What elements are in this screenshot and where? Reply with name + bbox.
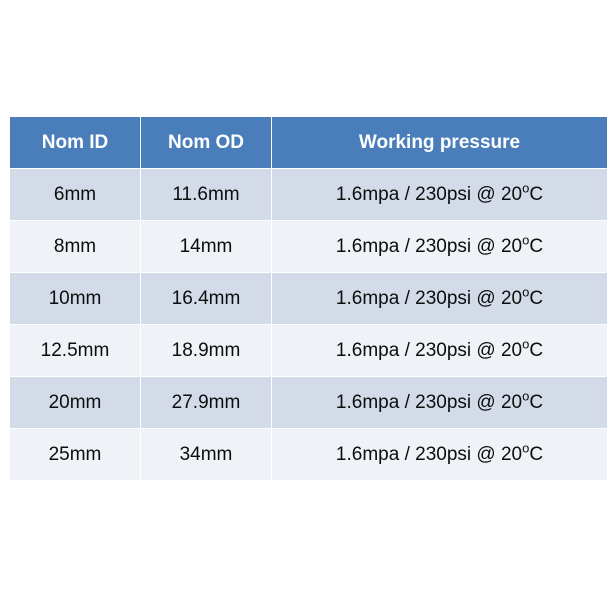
temperature-unit: C (529, 443, 544, 465)
column-header-working-pressure: Working pressure (272, 117, 608, 169)
cell-nom-od: 27.9mm (141, 377, 272, 429)
cell-working-pressure (272, 377, 608, 429)
column-header-nom-od: Nom OD (141, 117, 272, 169)
temperature-unit: C (529, 235, 544, 257)
pressure-value: 1.6mpa / 230psi @ 20 (335, 339, 523, 361)
pressure-value: 1.6mpa / 230psi @ 20 (335, 443, 523, 465)
cell-nom-od: 14mm (141, 221, 272, 273)
cell-nom-id: 10mm (10, 273, 141, 325)
table-header (10, 117, 608, 169)
cell-working-pressure (272, 429, 608, 481)
table-row (10, 169, 608, 221)
cell-nom-id: 8mm (10, 221, 141, 273)
temperature-unit: C (529, 391, 544, 413)
table-row (10, 429, 608, 481)
pressure-value: 1.6mpa / 230psi @ 20 (335, 391, 523, 413)
degree-superscript: o (522, 336, 530, 352)
temperature-unit: C (529, 339, 544, 361)
cell-nom-id: 12.5mm (10, 325, 141, 377)
degree-superscript: o (522, 440, 530, 456)
cell-nom-od: 18.9mm (141, 325, 272, 377)
temperature-unit: C (529, 287, 544, 309)
table-row (10, 325, 608, 377)
degree-superscript: o (522, 388, 530, 404)
cell-working-pressure (272, 221, 608, 273)
cell-nom-id: 25mm (10, 429, 141, 481)
pressure-value: 1.6mpa / 230psi @ 20 (335, 183, 523, 205)
cell-nom-od: 34mm (141, 429, 272, 481)
table-row (10, 221, 608, 273)
cell-nom-od: 16.4mm (141, 273, 272, 325)
specification-table-container (9, 116, 607, 481)
column-header-nom-id: Nom ID (10, 117, 141, 169)
degree-superscript: o (522, 180, 530, 196)
cell-nom-id: 6mm (10, 169, 141, 221)
degree-superscript: o (522, 284, 530, 300)
cell-working-pressure (272, 169, 608, 221)
specification-table (9, 116, 608, 481)
temperature-unit: C (529, 183, 544, 205)
table-body (10, 169, 608, 481)
cell-nom-od: 11.6mm (141, 169, 272, 221)
table-header-row (10, 117, 608, 169)
pressure-value: 1.6mpa / 230psi @ 20 (335, 235, 523, 257)
table-row (10, 377, 608, 429)
degree-superscript: o (522, 232, 530, 248)
table-row (10, 273, 608, 325)
cell-nom-id: 20mm (10, 377, 141, 429)
pressure-value: 1.6mpa / 230psi @ 20 (335, 287, 523, 309)
cell-working-pressure (272, 273, 608, 325)
cell-working-pressure (272, 325, 608, 377)
